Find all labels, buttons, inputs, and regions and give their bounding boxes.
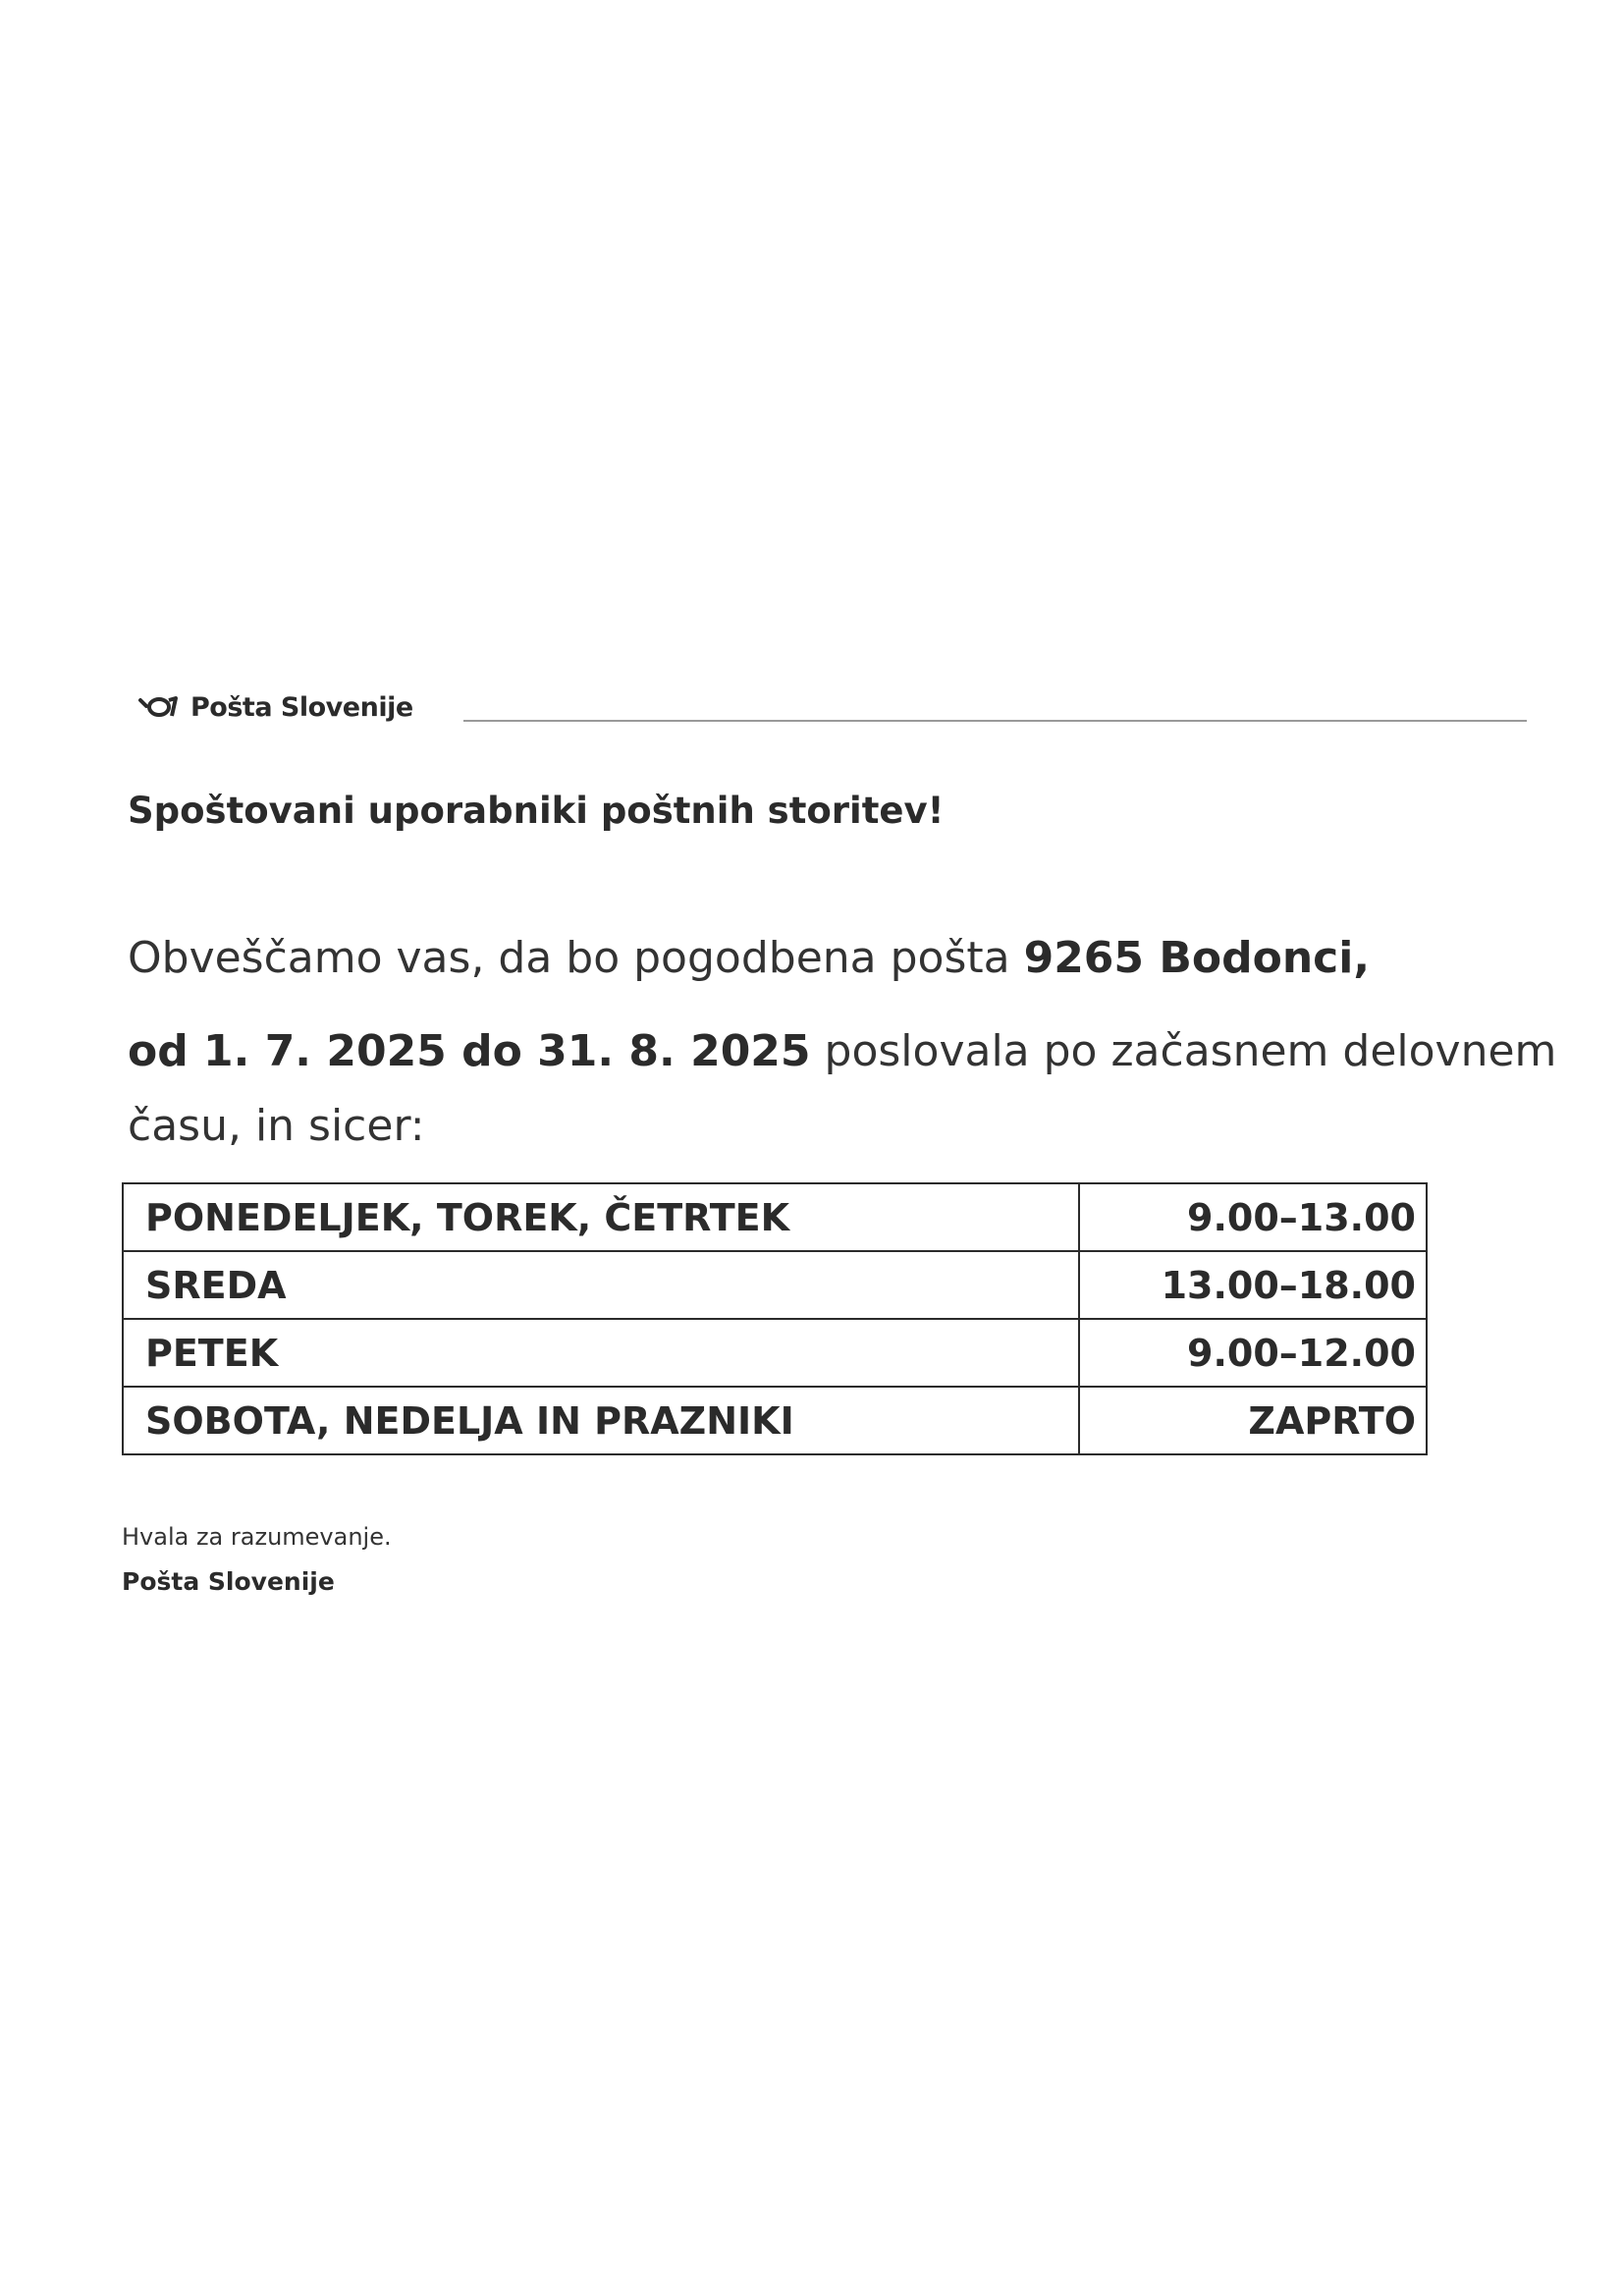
posthorn-icon (137, 694, 179, 720)
intro-text: poslovala po začasnem delovnem (810, 1026, 1557, 1076)
logo (137, 687, 413, 727)
header-divider (463, 720, 1527, 722)
hours-cell: 13.00–18.00 (1079, 1251, 1427, 1319)
post-office-name: 9265 Bodonci, (1023, 933, 1371, 983)
intro-line-3: času, in sicer: (128, 1101, 425, 1151)
intro-line-1 (128, 933, 1370, 983)
table-row (123, 1251, 1427, 1319)
table-row (123, 1387, 1427, 1454)
logo-text: Pošta Slovenije (190, 691, 413, 723)
intro-line-2 (128, 1026, 1556, 1076)
date-range: od 1. 7. 2025 do 31. 8. 2025 (128, 1026, 811, 1076)
hours-cell: 9.00–12.00 (1079, 1319, 1427, 1387)
day-cell: PONEDELJEK, TOREK, ČETRTEK (123, 1183, 1079, 1251)
hours-cell: 9.00–13.00 (1079, 1183, 1427, 1251)
letterhead (137, 687, 1527, 727)
day-cell: SREDA (123, 1251, 1079, 1319)
day-cell: SOBOTA, NEDELJA IN PRAZNIKI (123, 1387, 1079, 1454)
table-row (123, 1319, 1427, 1387)
greeting-heading: Spoštovani uporabniki poštnih storitev! (128, 790, 945, 832)
hours-cell: ZAPRTO (1079, 1387, 1427, 1454)
thanks-note: Hvala za razumevanje. (122, 1523, 392, 1551)
signature: Pošta Slovenije (122, 1567, 335, 1596)
table-row (123, 1183, 1427, 1251)
intro-text: Obveščamo vas, da bo pogodbena pošta (128, 933, 1024, 983)
day-cell: PETEK (123, 1319, 1079, 1387)
opening-hours-table (122, 1182, 1428, 1455)
